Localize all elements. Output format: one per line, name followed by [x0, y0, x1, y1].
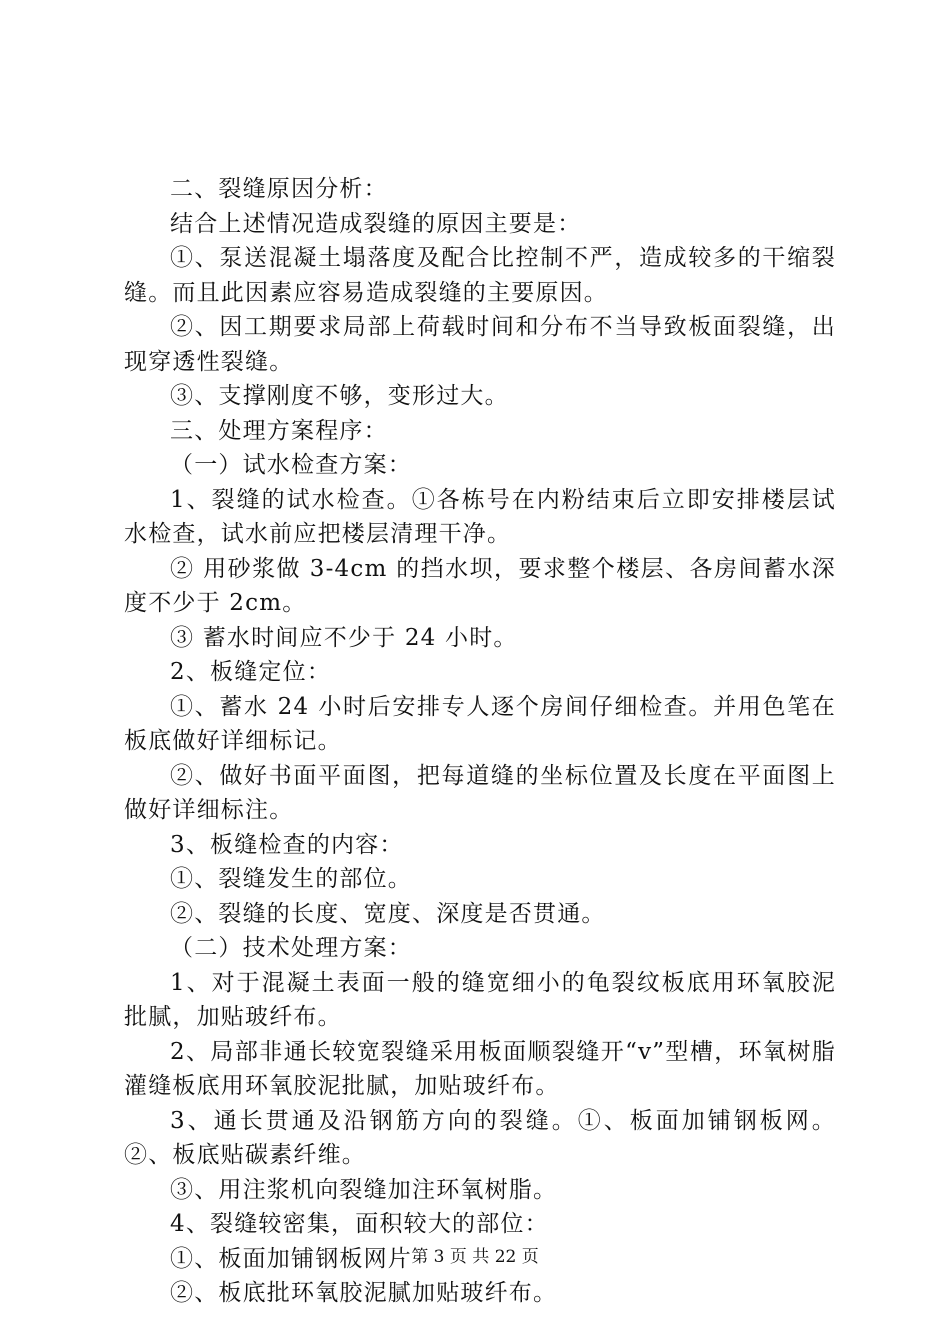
paragraph: ①、蓄水 24 小时后安排专人逐个房间仔细检查。并用色笔在板底做好详细标记。	[124, 693, 836, 754]
paragraph: ②、因工期要求局部上荷载时间和分布不当导致板面裂缝，出现穿透性裂缝。	[124, 314, 836, 375]
paragraph: ②、做好书面平面图，把每道缝的坐标位置及长度在平面图上做好详细标注。	[124, 762, 836, 823]
page-number-footer: 第 3 页 共 22 页	[411, 1247, 539, 1267]
paragraph: 3、板缝检查的内容：	[170, 831, 404, 858]
paragraph: ② 用砂浆做 3-4cm 的挡水坝，要求整个楼层、各房间蓄水深度不少于 2cm。	[124, 555, 836, 616]
paragraph: 结合上述情况造成裂缝的原因主要是：	[170, 210, 582, 237]
paragraph: ①、裂缝发生的部位。	[170, 866, 412, 892]
paragraph: 2、板缝定位：	[170, 659, 332, 685]
paragraph: 1、裂缝的试水检查。①各栋号在内粉结束后立即安排楼层试水检查，试水前应把楼层清理干净。	[124, 486, 836, 547]
paragraph: ③、支撑刚度不够，变形过大。	[170, 383, 509, 409]
paragraph: ②、裂缝的长度、宽度、深度是否贯通。	[170, 900, 606, 927]
section-heading-cause-analysis: 二、裂缝原因分析：	[170, 176, 388, 202]
paragraph: 3、通长贯通及沿钢筋方向的裂缝。①、板面加铺钢板网。②、板底贴碳素纤维。	[124, 1107, 836, 1168]
paragraph: ③、用注浆机向裂缝加注环氧树脂。	[170, 1176, 558, 1203]
paragraph: ②、板底批环氧胶泥腻加贴玻纤布。	[170, 1280, 558, 1306]
paragraph: ①、板面加铺钢板网片	[170, 1245, 412, 1272]
paragraph: ①、泵送混凝土塌落度及配合比控制不严，造成较多的干缩裂缝。而且此因素应容易造成裂缝的主要原因。	[124, 245, 836, 306]
paragraph: 1、对于混凝土表面一般的缝宽细小的龟裂纹板底用环氧胶泥批腻，加贴玻纤布。	[124, 969, 836, 1030]
paragraph: 4、裂缝较密集，面积较大的部位：	[170, 1211, 549, 1237]
subsection-heading-water-test: （一）试水检查方案：	[170, 452, 412, 478]
paragraph: ③ 蓄水时间应不少于 24 小时。	[170, 624, 518, 651]
document-body	[124, 172, 836, 1311]
paragraph: 2、局部非通长较宽裂缝采用板面顺裂缝开“v”型槽，环氧树脂灌缝板底用环氧胶泥批腻，加贴玻纤布。	[124, 1038, 836, 1099]
section-heading-treatment-procedure: 三、处理方案程序：	[170, 417, 388, 444]
subsection-heading-technical-treatment: （二）技术处理方案：	[170, 935, 412, 961]
